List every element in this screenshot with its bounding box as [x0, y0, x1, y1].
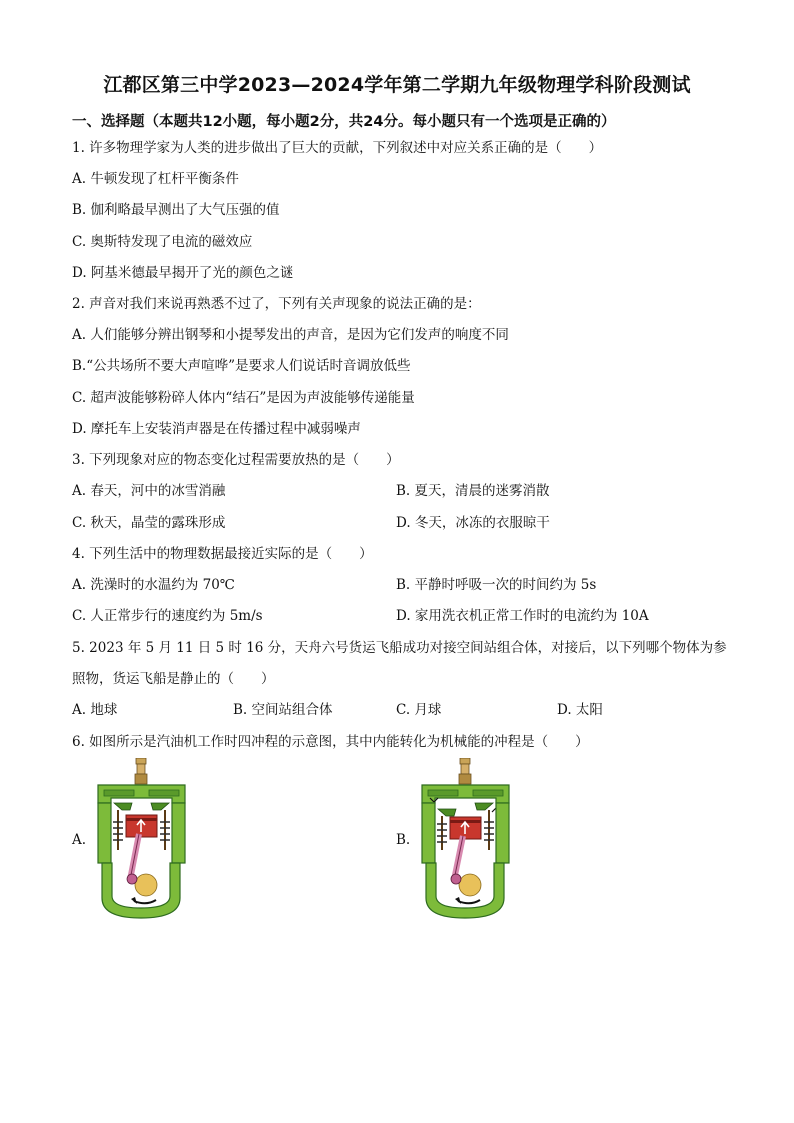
question-5-stem: 5. 2023 年 5 月 11 日 5 时 16 分，天舟六号货运飞船成功对接空间站组合体，对接后，以下列哪个物体为参	[72, 640, 727, 656]
question-4-option-a: A. 洗澡时的水温约为 70℃	[72, 577, 235, 593]
question-2-stem: 2. 声音对我们来说再熟悉不过了，下列有关声现象的说法正确的是：	[72, 296, 481, 312]
question-1-option-a: A. 牛顿发现了杠杆平衡条件	[72, 171, 239, 187]
question-2-option-a: A. 人们能够分辨出钢琴和小提琴发出的声音，是因为它们发声的响度不同	[72, 327, 509, 343]
question-5-stem-continued: 照物，货运飞船是静止的（ ）	[72, 671, 275, 687]
question-2-option-b: B.“公共场所不要大声喧哗”是要求人们说话时音调放低些	[72, 358, 411, 374]
question-5-option-d: D. 太阳	[557, 702, 603, 718]
question-5-option-c: C. 月球	[396, 702, 442, 718]
question-4-option-c: C. 人正常步行的速度约为 5m/s	[72, 608, 263, 624]
section-heading: 一、选择题（本题共12小题，每小题2分，共24分。每小题只有一个选项是正确的）	[72, 114, 616, 130]
question-3-option-c: C. 秋天，晶莹的露珠形成	[72, 515, 226, 531]
question-1-option-d: D. 阿基米德最早揭开了光的颜色之谜	[72, 265, 294, 281]
question-4-stem: 4. 下列生活中的物理数据最接近实际的是（ ）	[72, 546, 373, 562]
question-3-option-a: A. 春天，河中的冰雪消融	[72, 483, 226, 499]
question-6-label-b: B.	[396, 832, 411, 848]
question-6-label-a: A.	[72, 832, 87, 848]
question-6-stem: 6. 如图所示是汽油机工作时四冲程的示意图，其中内能转化为机械能的冲程是（ ）	[72, 734, 589, 750]
question-3-option-d: D. 冬天，冰冻的衣服晾干	[396, 515, 550, 531]
question-2-option-c: C. 超声波能够粉碎人体内“结石”是因为声波能够传递能量	[72, 390, 415, 406]
question-5-option-a: A. 地球	[72, 702, 118, 718]
page-title: 江都区第三中学2023—2024学年第二学期九年级物理学科阶段测试	[103, 74, 691, 96]
question-4-option-b: B. 平静时呼吸一次的时间约为 5s	[396, 577, 597, 593]
question-1-stem: 1. 许多物理学家为人类的进步做出了巨大的贡献，下列叙述中对应关系正确的是（ ）	[72, 140, 603, 156]
engine-diagram-a	[94, 758, 189, 920]
question-1-option-c: C. 奥斯特发现了电流的磁效应	[72, 234, 253, 250]
question-2-option-d: D. 摩托车上安装消声器是在传播过程中减弱噪声	[72, 421, 361, 437]
question-3-option-b: B. 夏天，清晨的迷雾消散	[396, 483, 550, 499]
question-5-option-b: B. 空间站组合体	[233, 702, 333, 718]
question-4-option-d: D. 家用洗衣机正常工作时的电流约为 10A	[396, 608, 649, 624]
question-1-option-b: B. 伽利略最早测出了大气压强的值	[72, 202, 280, 218]
engine-diagram-b	[418, 758, 513, 920]
question-3-stem: 3. 下列现象对应的物态变化过程需要放热的是（ ）	[72, 452, 400, 468]
